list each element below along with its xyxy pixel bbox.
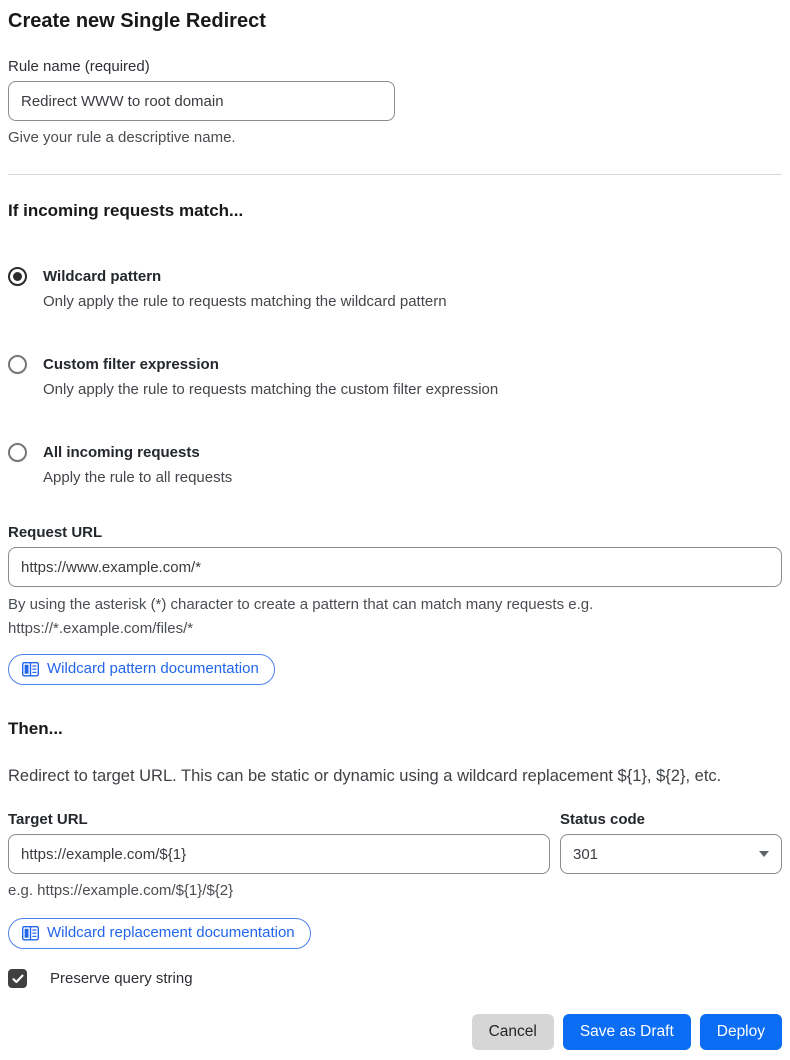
deploy-button[interactable]: Deploy: [700, 1014, 782, 1050]
radio-label: Custom filter expression: [43, 356, 219, 373]
wildcard-pattern-doc-label: Wildcard pattern documentation: [47, 660, 259, 677]
rule-name-label: Rule name (required): [8, 58, 150, 75]
radio-description: Only apply the rule to requests matching the custom filter expression: [43, 381, 499, 398]
status-code-label: Status code: [560, 811, 646, 828]
check-icon: [12, 974, 24, 984]
radio-option-custom-filter[interactable]: [8, 354, 782, 400]
match-section-heading: If incoming requests match...: [8, 201, 244, 220]
radio-option-wildcard-pattern[interactable]: [8, 266, 782, 312]
wildcard-replacement-doc-label: Wildcard replacement documentation: [47, 924, 295, 941]
radio-label: Wildcard pattern: [43, 268, 162, 285]
caret-down-icon: [759, 851, 769, 857]
status-code-value: 301: [573, 845, 599, 863]
preserve-query-checkbox[interactable]: [8, 969, 27, 988]
wildcard-pattern-doc-button[interactable]: [8, 654, 275, 685]
status-code-select[interactable]: [560, 834, 782, 874]
cancel-button[interactable]: Cancel: [472, 1014, 554, 1050]
radio-button-wildcard-pattern[interactable]: [8, 267, 27, 286]
target-status-row: [8, 787, 782, 903]
radio-label: All incoming requests: [43, 444, 200, 461]
footer-actions: [8, 1014, 782, 1050]
request-url-helper: [8, 593, 782, 641]
open-book-icon: [22, 662, 39, 677]
save-as-draft-button[interactable]: Save as Draft: [563, 1014, 691, 1050]
radio-option-all-requests[interactable]: [8, 442, 782, 488]
target-url-label: Target URL: [8, 811, 88, 828]
radio-button-custom-filter[interactable]: [8, 355, 27, 374]
rule-name-input[interactable]: [8, 81, 395, 121]
preserve-query-label: Preserve query string: [50, 970, 193, 987]
request-url-helper-line1: By using the asterisk (*) character to create a pattern that can match many requests e.g.: [8, 596, 594, 613]
preserve-query-row: [8, 969, 782, 988]
request-url-label: Request URL: [8, 524, 103, 541]
open-book-icon: [22, 926, 39, 941]
wildcard-replacement-doc-button[interactable]: [8, 918, 311, 949]
target-url-input[interactable]: [8, 834, 550, 874]
rule-name-helper: Give your rule a descriptive name.: [8, 129, 236, 146]
radio-description: Only apply the rule to requests matching the wildcard pattern: [43, 293, 447, 310]
section-divider: [8, 174, 782, 175]
page-title: Create new Single Redirect: [8, 10, 266, 32]
then-description: Redirect to target URL. This can be static or dynamic using a wildcard replacement ${1}, ${2}, etc.: [8, 767, 722, 785]
then-section-heading: Then...: [8, 719, 63, 738]
target-url-helper: e.g. https://example.com/${1}/${2}: [8, 882, 234, 899]
radio-description: Apply the rule to all requests: [43, 469, 233, 486]
radio-button-all-requests[interactable]: [8, 443, 27, 462]
request-url-helper-line2: https://*.example.com/files/*: [8, 620, 194, 637]
request-url-input[interactable]: [8, 547, 782, 587]
